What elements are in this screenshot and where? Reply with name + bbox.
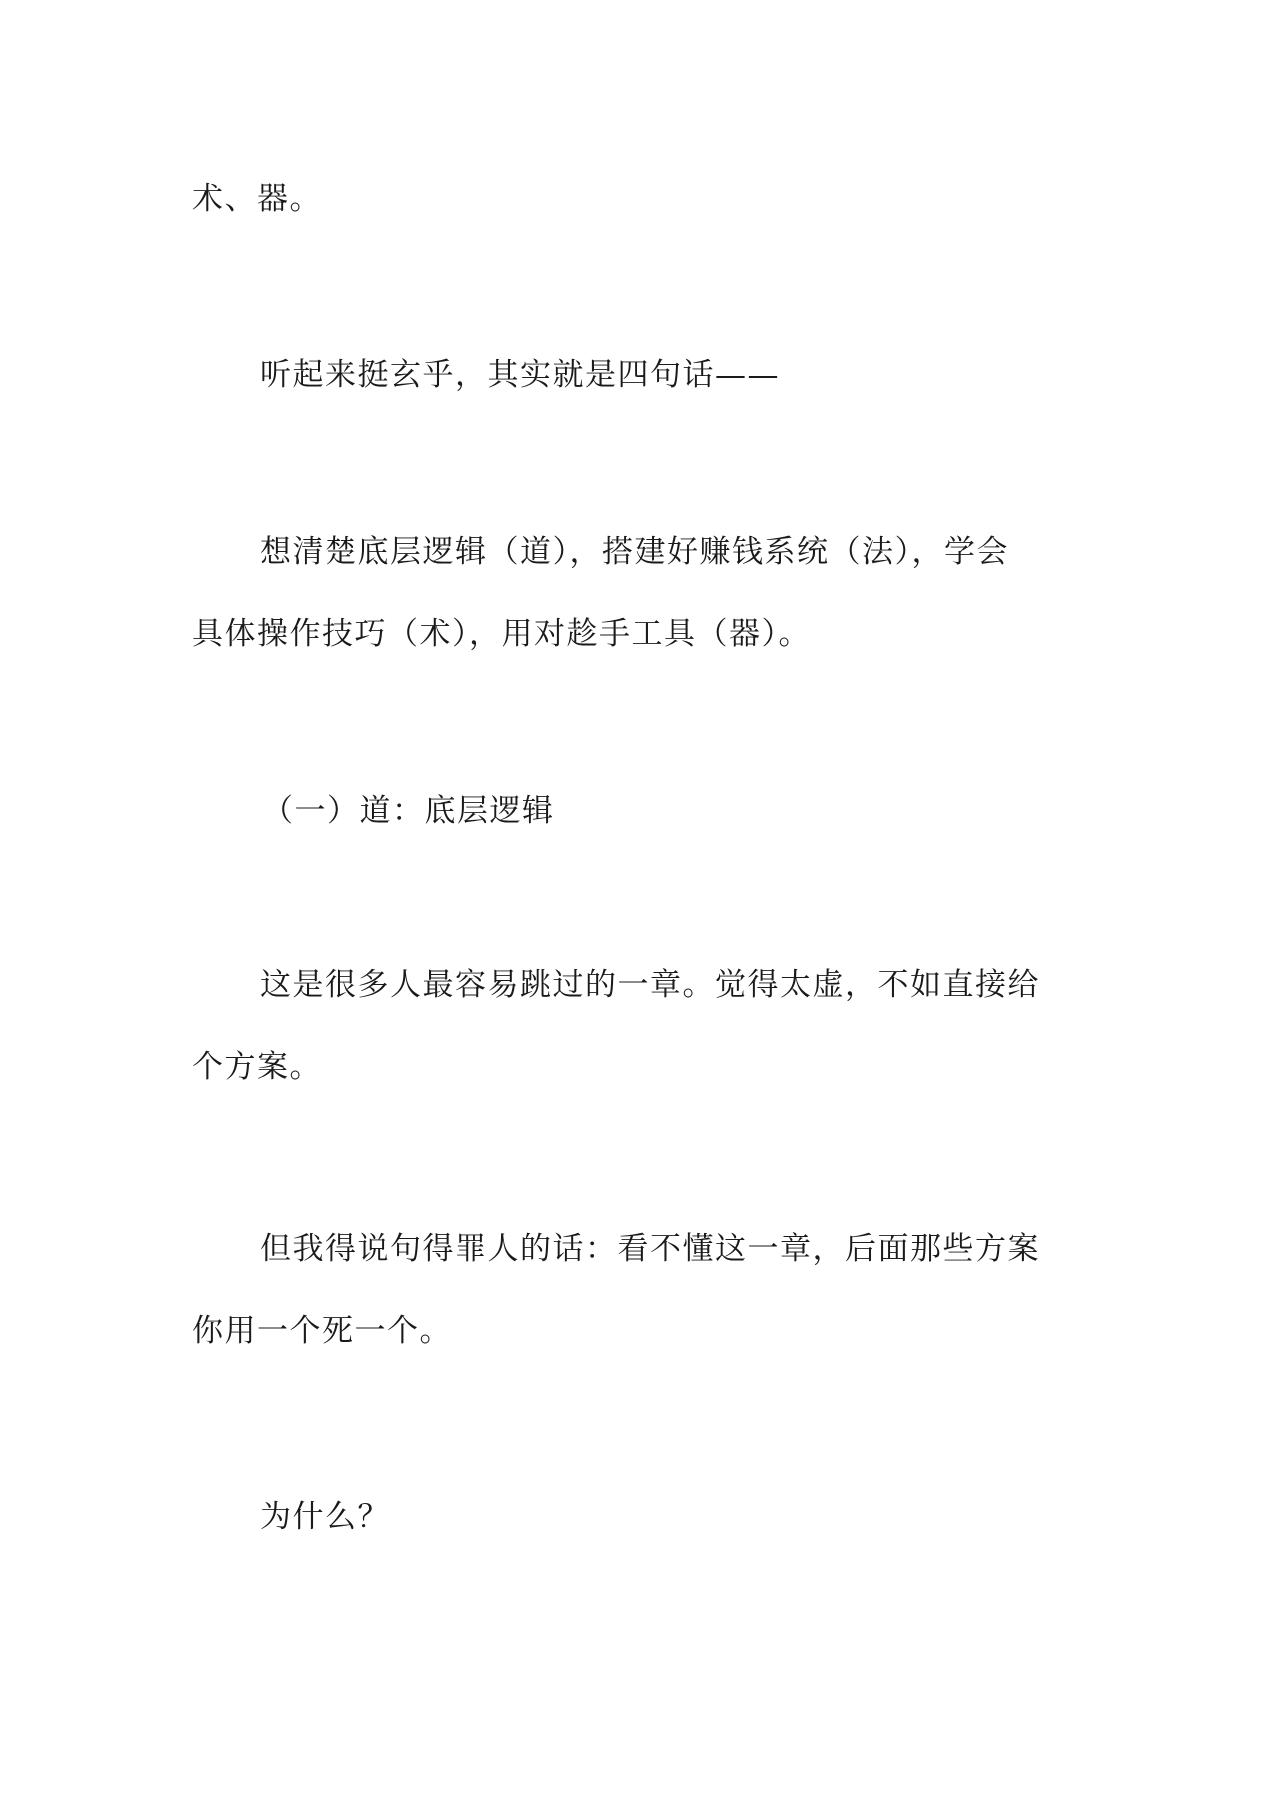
text-line: 为什么？	[260, 1499, 390, 1535]
text-line: 具体操作技巧（术），用对趁手工具（器）。	[192, 616, 811, 652]
text-line: 术、器。	[192, 181, 322, 217]
text-line: 听起来挺玄乎，其实就是四句话——	[260, 357, 780, 393]
paragraph-skip-chapter	[192, 944, 1092, 1108]
section-heading	[192, 770, 1092, 852]
text-line: 你用一个死一个。	[192, 1313, 452, 1349]
paragraph-four-principles	[192, 511, 1092, 675]
paragraph-intro	[192, 334, 1092, 416]
paragraph-continuation	[192, 158, 1092, 240]
text-line: 但我得说句得罪人的话：看不懂这一章，后面那些方案	[260, 1231, 1040, 1267]
heading-text: （一）道：底层逻辑	[262, 793, 555, 829]
text-line: 这是很多人最容易跳过的一章。觉得太虚，不如直接给	[260, 967, 1040, 1003]
text-line: 想清楚底层逻辑（道），搭建好赚钱系统（法），学会	[260, 534, 1009, 570]
text-line: 个方案。	[192, 1049, 322, 1085]
paragraph-question	[192, 1476, 1092, 1558]
paragraph-warning	[192, 1208, 1092, 1372]
